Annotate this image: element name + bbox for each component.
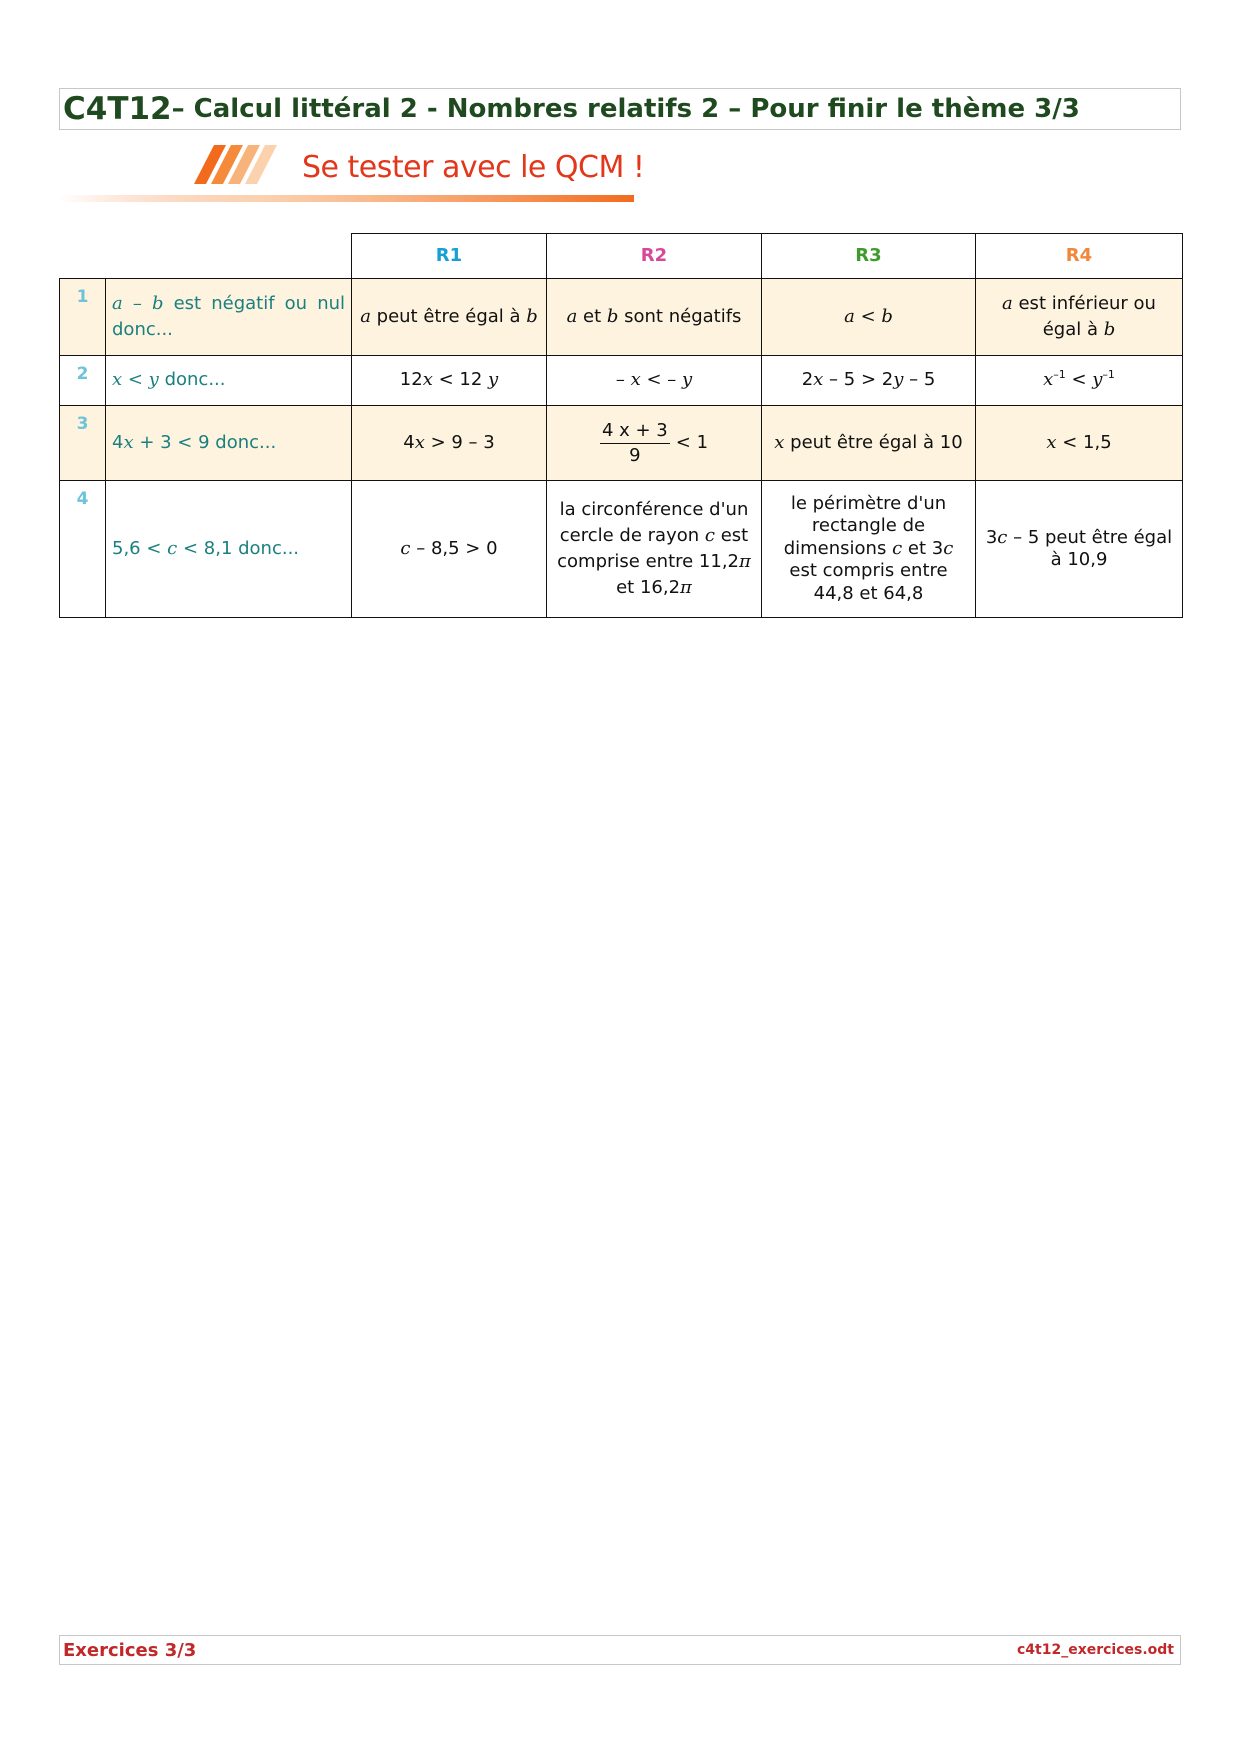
- table-row: [60, 481, 1183, 618]
- question: a – b est négatif ou nul donc...: [106, 279, 352, 356]
- answer-r3: x peut être égal à 10: [762, 406, 976, 481]
- col-r4: R4: [976, 234, 1183, 279]
- answer-r4: x < 1,5: [976, 406, 1183, 481]
- answer-r2: – x < – y: [547, 356, 762, 406]
- table-row: [60, 279, 1183, 356]
- row-number: 3: [60, 406, 106, 481]
- fraction: $\frac{4 x + 3}{9}$: [601, 420, 668, 466]
- row-number: 2: [60, 356, 106, 406]
- header-blank: [60, 234, 106, 279]
- col-r3: R3: [762, 234, 976, 279]
- title-code: C4T12: [63, 91, 172, 127]
- page-footer: [59, 1635, 1181, 1665]
- row-number: 4: [60, 481, 106, 618]
- qcm-table: [59, 233, 1183, 618]
- answer-r2: a et b sont négatifs: [547, 279, 762, 356]
- answer-r3: le périmètre d'un rectangle de dimensions c et 3c est compris entre 44,8 et 64,8: [762, 481, 976, 618]
- col-r1: R1: [352, 234, 547, 279]
- question: 4x + 3 < 9 donc...: [106, 406, 352, 481]
- page-title: [59, 88, 1181, 130]
- table-row: [60, 356, 1183, 406]
- banner-text: Se tester avec le QCM !: [302, 150, 645, 185]
- answer-r1: a peut être égal à b: [352, 279, 547, 356]
- question: 5,6 < c < 8,1 donc...: [106, 481, 352, 618]
- row-number: 1: [60, 279, 106, 356]
- answer-r4: 3c – 5 peut être égal à 10,9: [976, 481, 1183, 618]
- header-blank: [106, 234, 352, 279]
- footer-filename: c4t12_exercices.odt: [1016, 1642, 1174, 1658]
- answer-r2: la circonférence d'un cercle de rayon c est comprise entre 11,2π et 16,2π: [547, 481, 762, 618]
- answer-r4: a est inférieur ou égal à b: [976, 279, 1183, 356]
- footer-left: Exercices 3/3: [63, 1639, 197, 1661]
- answer-r2: $\frac{4 x + 3}{9}$ < 1: [547, 406, 762, 481]
- col-r2: R2: [547, 234, 762, 279]
- title-text: – Calcul littéral 2 - Nombres relatifs 2 – Pour finir le thème 3/3: [171, 94, 1080, 124]
- answer-r3: a < b: [762, 279, 976, 356]
- answer-r1: 12x < 12 y: [352, 356, 547, 406]
- banner-underline: [59, 195, 634, 202]
- header-row: [60, 234, 1183, 279]
- question: x < y donc...: [106, 356, 352, 406]
- table-row: [60, 406, 1183, 481]
- answer-r3: 2x – 5 > 2y – 5: [762, 356, 976, 406]
- answer-r1: c – 8,5 > 0: [352, 481, 547, 618]
- answer-r1: 4x > 9 – 3: [352, 406, 547, 481]
- answer-r4: $x^{-1} < y^{-1}$: [976, 356, 1183, 406]
